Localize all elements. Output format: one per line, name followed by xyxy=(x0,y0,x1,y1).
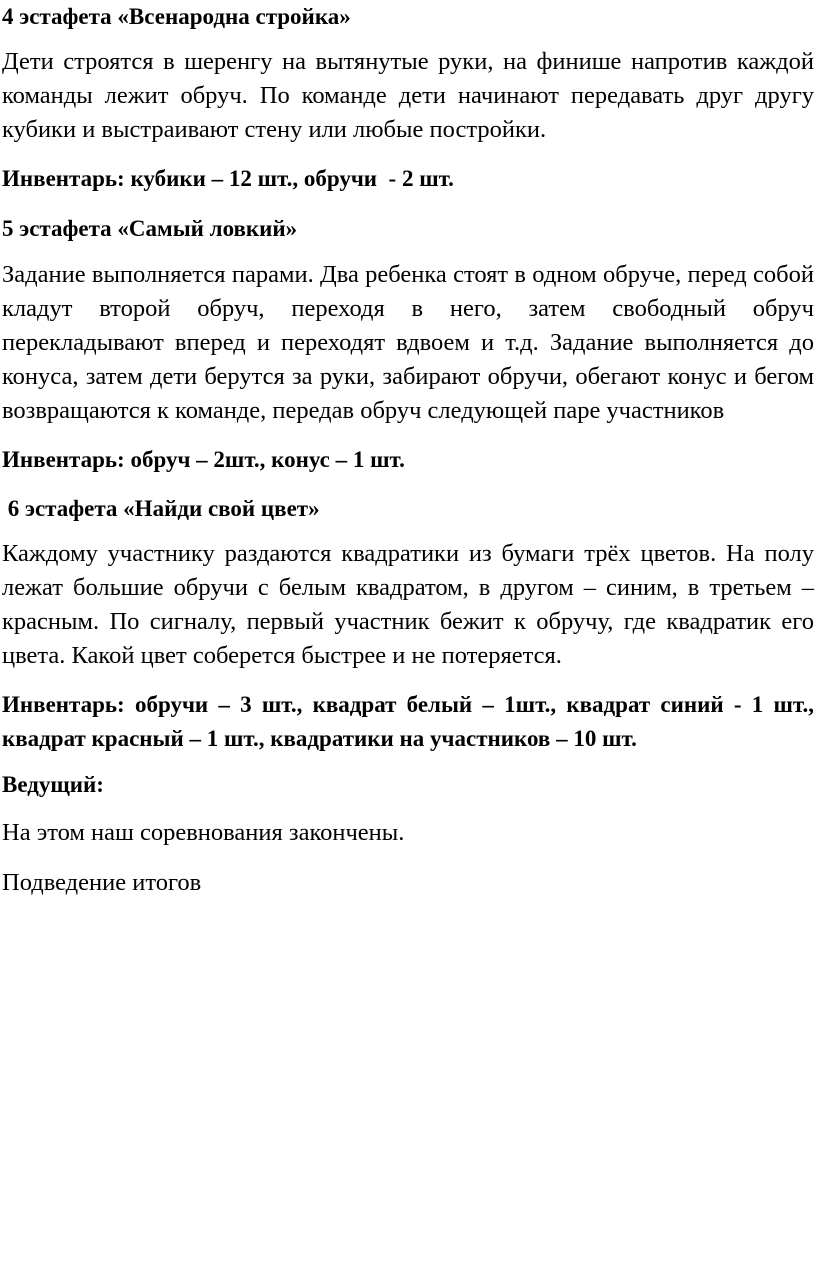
relay-6-description: Каждому участнику раздаются квадратики из бумаги трёх цветов. На полу лежат большие обручи с белым квадратом, в другом – синим, в третьем – красным. По сигналу, первый участник бежит к обручу, где квадратик его цвета. Какой цвет соберется быстрее и не потеряется. xyxy=(2,540,814,669)
relay-6-title: 6 эстафета «Найди свой цвет» xyxy=(2,496,320,521)
relay-4-title: 4 эстафета «Всенародна стройка» xyxy=(2,4,351,29)
relay-5-description: Задание выполняется парами. Два ребенка стоят в одном обруче, перед собой кладут второй обруч, переходя в него, затем свободный обруч перекладывают вперед и переходят вдвоем и т.д. Задание выполняется до конуса, затем дети берутся за руки, забирают обручи, обегают конус и бегом возвращаются к команде, передав обруч следующей паре участников xyxy=(2,261,814,424)
summary-line: Подведение итогов xyxy=(2,869,202,896)
relay-5-title: 5 эстафета «Самый ловкий» xyxy=(2,216,298,241)
relay-6-inventory: Инвентарь: обручи – 3 шт., квадрат белый – 1шт., квадрат синий - 1 шт., квадрат красный – 1 шт., квадратики на участников – 10 шт. xyxy=(2,692,814,751)
host-label: Ведущий: xyxy=(2,772,104,797)
relay-4-description: Дети строятся в шеренгу на вытянутые руки, на финише напротив каждой команды лежит обруч. По команде дети начинают передавать друг другу кубики и выстраивают стену или любые постройки. xyxy=(2,48,814,143)
relay-4-inventory: Инвентарь: кубики – 12 шт., обручи - 2 шт. xyxy=(2,166,454,191)
relay-5-inventory: Инвентарь: обруч – 2шт., конус – 1 шт. xyxy=(2,447,405,472)
closing-line: На этом наш соревнования закончены. xyxy=(2,819,405,846)
